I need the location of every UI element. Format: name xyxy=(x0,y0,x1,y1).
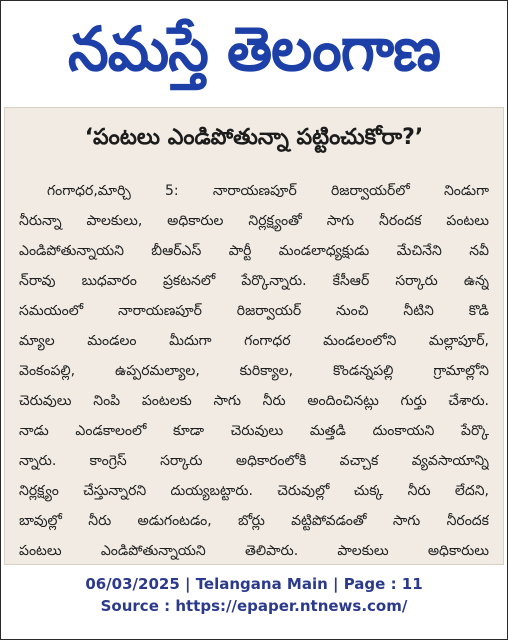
article-line: నాడు ఎండకాలంలో కూడా చెరువులు మత్తడి దుంకాయని పేర్కొ xyxy=(19,423,489,439)
article-line: నీరున్నా పాలకులు, అధికారుల నిర్లక్ష్యంతో సాగు నీరందక పంటలు xyxy=(19,213,489,229)
article-line: న్నారు. కాంగ్రెస్ సర్కారు అధికారంలోకి వచ్చాక వ్యవసాయాన్ని xyxy=(19,453,489,469)
source-link[interactable]: Source : https://epaper.ntnews.com/ xyxy=(100,597,408,615)
article-line: నిర్లక్ష్యం చేస్తున్నారని దుయ్యబట్టారు. చెరువుల్లో చుక్క నీరు లేదని, xyxy=(19,483,489,499)
article-line: వెంకంపల్లి, ఉప్పరమల్యాల, కురిక్యాల, కొండన్నపల్లి గ్రామాల్లోని xyxy=(19,363,489,379)
article-line: బావుల్లో నీరు అడుగంటడం, బోర్లు వట్టిపోవడంతో సాగు నీరందక xyxy=(19,513,489,529)
clipping-footer xyxy=(1,573,507,617)
article-line: న్‌రావు బుధవారం ప్రకటనలో పేర్కొన్నారు. కేసీఆర్ సర్కారు ఉన్న xyxy=(19,273,489,289)
article-line: గంగాధర,మార్చి 5: నారాయణపూర్ రిజర్వాయర్‌లో నిండుగా xyxy=(47,183,489,199)
newspaper-masthead xyxy=(1,1,507,105)
article-headline: ‘పంటలు ఎండిపోతున్నా పట్టించుకోరా?’ xyxy=(84,125,424,150)
article-clipping xyxy=(4,107,504,565)
article-line: సమయంలో నారాయణపూర్ రిజర్వాయర్ నుంచి నీటిని కొడి xyxy=(19,303,489,319)
edition-info: 06/03/2025 | Telangana Main | Page : 11 xyxy=(85,575,423,593)
article-line: మ్యాల మండలం మీదుగా గంగాధర మండలంలోని మల్లాపూర్, xyxy=(19,333,489,349)
article-line: పంటలు ఎండిపోతున్నాయని తెలిపారు. పాలకులు అధికారులు xyxy=(19,543,489,559)
article-line: ఎండిపోతున్నాయని బీఆర్ఎస్ పార్టీ మండలాధ్యక్షుడు మేచినేని నవీ xyxy=(19,243,489,259)
article-line: చెరువులు నింపి పంటలకు సాగు నీరు అందించినట్లు గుర్తు చేశారు. xyxy=(19,393,489,409)
article-body xyxy=(19,176,489,565)
newspaper-logo: నమస్తే తెలంగాణ xyxy=(68,13,440,85)
